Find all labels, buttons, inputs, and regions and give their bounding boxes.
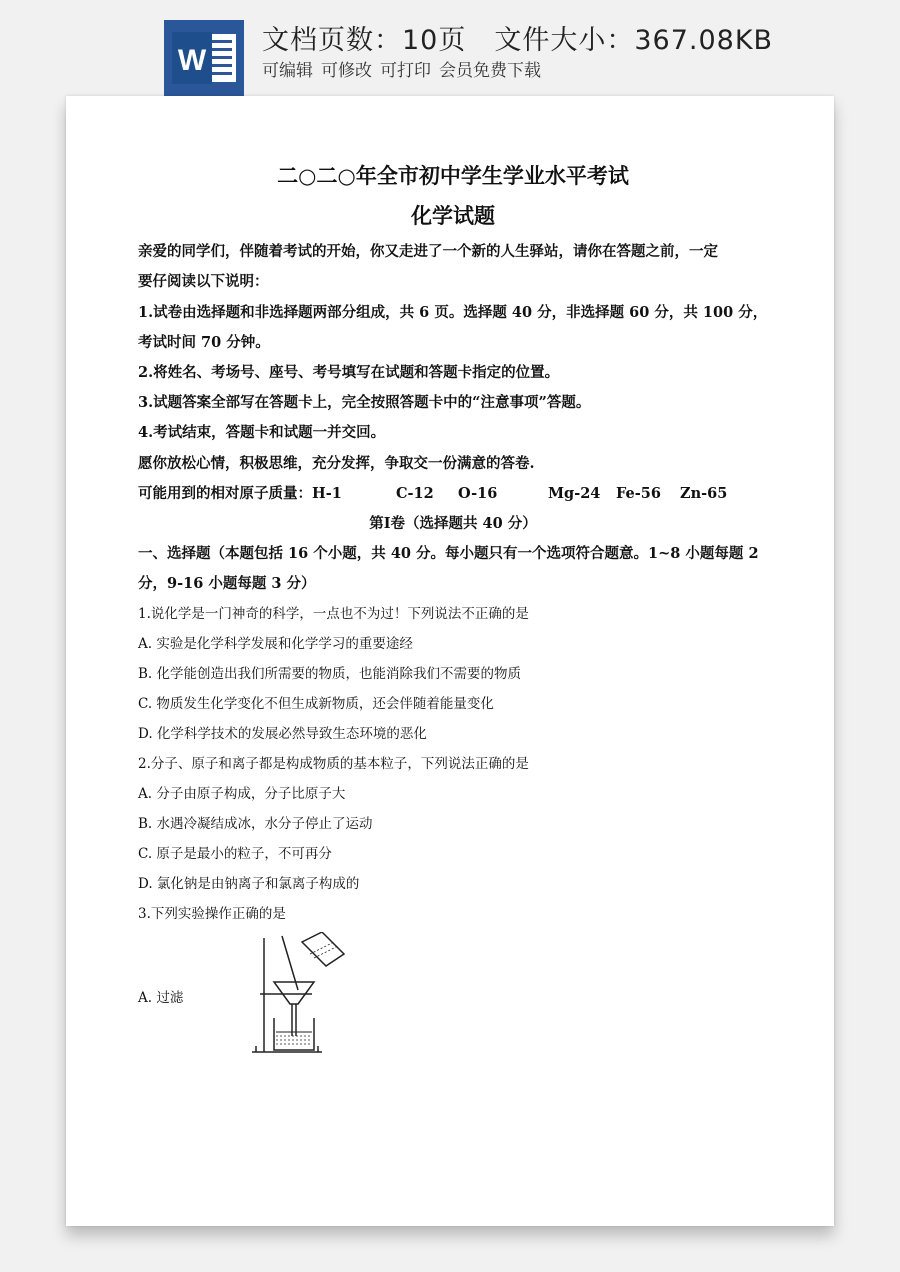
filtration-apparatus-figure	[252, 932, 348, 1056]
atomic-mass-label: 可能用到的相对原子质量：	[138, 485, 312, 502]
funnel	[274, 982, 314, 1004]
mass-zn: Zn-65	[680, 485, 728, 502]
instruction-1a: 1.试卷由选择题和非选择题两部分组成，共 6 页。选择题 40 分，非选择题 60 分，共 100 分，	[138, 304, 768, 321]
atomic-mass-line	[138, 482, 727, 503]
mass-o: O-16	[458, 485, 498, 502]
question-2-stem: 2.分子、原子和离子都是构成物质的基本粒子，下列说法正确的是	[138, 756, 529, 772]
question-2-option-b: B. 水遇冷凝结成冰，水分子停止了运动	[138, 816, 373, 832]
question-2-option-a: A. 分子由原子构成，分子比原子大	[138, 786, 346, 802]
question-1-stem: 1.说化学是一门神奇的科学，一点也不为过！下列说法不正确的是	[138, 606, 529, 622]
wish-line: 愿你放松心情，积极思维，充分发挥，争取交一份满意的答卷.	[138, 455, 535, 472]
intro-line-2: 要仔阅读以下说明：	[138, 273, 269, 290]
exam-title: 二○二○年全市初中学生学业水平考试	[277, 163, 629, 188]
section-heading-a: 一、选择题（本题包括 16 个小题，共 40 分。每小题只有一个选项符合题意。1~8 小题每题 2	[138, 545, 759, 562]
pouring-beaker	[302, 932, 344, 966]
question-1-option-a: A. 实验是化学科学发展和化学学习的重要途经	[138, 636, 413, 652]
exam-subtitle: 化学试题	[411, 203, 495, 228]
mass-c: C-12	[396, 485, 434, 502]
page-count: 文档页数：10页	[262, 25, 467, 56]
svg-text:W: W	[177, 44, 207, 77]
feature-member-download: 会员免费下载	[439, 61, 541, 81]
document-info-banner	[0, 0, 900, 100]
feature-modifiable: 可修改	[321, 61, 372, 81]
feature-editable: 可编辑	[262, 61, 313, 81]
instruction-2: 2.将姓名、考场号、座号、考号填写在试题和答题卡指定的位置。	[138, 364, 560, 381]
question-2-option-d: D. 氯化钠是由钠离子和氯离子构成的	[138, 876, 360, 892]
file-size: 文件大小：367.08KB	[494, 25, 774, 56]
question-3-option-a: A. 过滤	[138, 990, 184, 1006]
mass-fe: Fe-56	[616, 485, 661, 502]
banner-features	[262, 56, 541, 81]
instruction-3: 3.试题答案全部写在答题卡上，完全按照答题卡中的“注意事项”答题。	[138, 394, 591, 411]
instruction-4: 4.考试结束，答题卡和试题一并交回。	[138, 424, 386, 441]
receiving-beaker	[274, 1018, 314, 1050]
part-title: 第Ⅰ卷（选择题共 40 分）	[369, 515, 537, 532]
question-2-option-c: C. 原子是最小的粒子，不可再分	[138, 846, 332, 862]
feature-printable: 可打印	[380, 61, 431, 81]
question-1-option-c: C. 物质发生化学变化不但生成新物质，还会伴随着能量变化	[138, 696, 494, 712]
banner-title	[262, 18, 773, 57]
question-1-option-b: B. 化学能创造出我们所需要的物质，也能消除我们不需要的物质	[138, 666, 522, 682]
mass-h: H-1	[312, 485, 342, 502]
section-heading-b: 分，9-16 小题每题 3 分）	[138, 575, 316, 592]
question-1-option-d: D. 化学科学技术的发展必然导致生态环境的恶化	[138, 726, 427, 742]
document-page	[66, 96, 834, 1226]
intro-line-1: 亲爱的同学们，伴随着考试的开始，你又走进了一个新的人生驿站，请你在答题之前，一定	[138, 243, 718, 260]
word-document-icon	[164, 20, 244, 96]
instruction-1b: 考试时间 70 分钟。	[138, 334, 270, 351]
mass-mg: Mg-24	[548, 485, 601, 502]
question-3-stem: 3.下列实验操作正确的是	[138, 906, 286, 922]
